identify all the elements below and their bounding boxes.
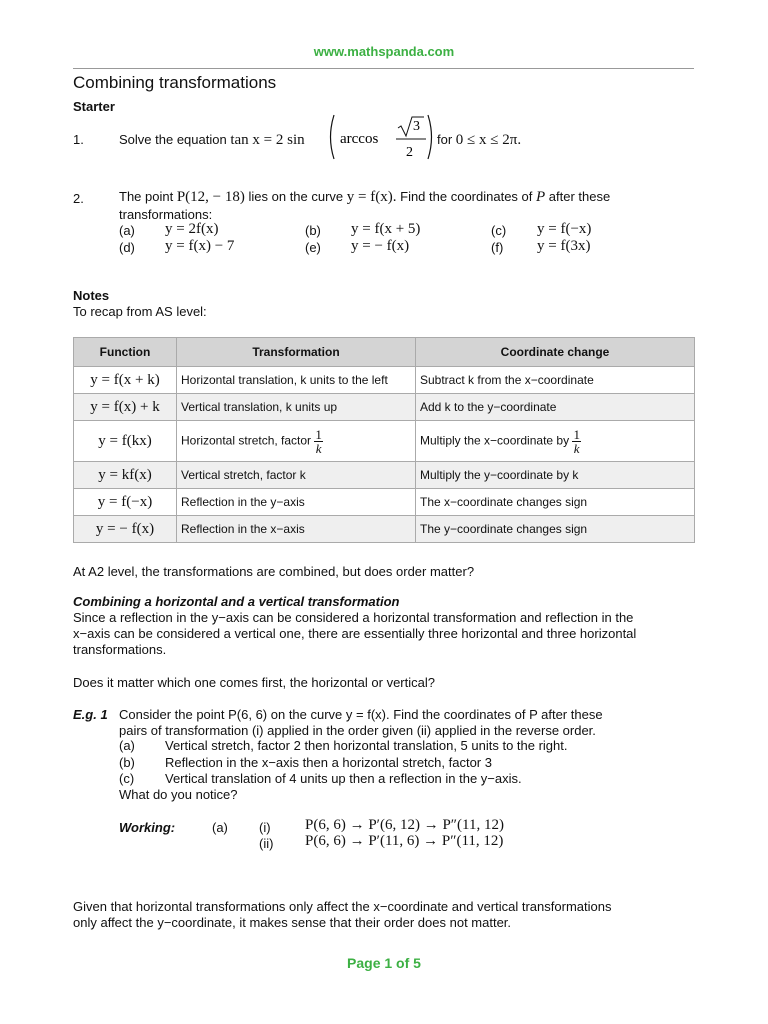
row-function: y = f(x) + k (74, 394, 177, 421)
q2-text-d: after these (548, 189, 611, 204)
header-rule (73, 68, 694, 69)
q2-part-a-label: (a) (119, 223, 135, 238)
combo-line-1: Since a reflection in the y−axis can be considered a horizontal transformation and reflection in the (73, 610, 634, 625)
q2-text-a: The point (119, 189, 174, 204)
table-row (74, 367, 695, 394)
combo-line-3: transformations. (73, 642, 167, 657)
header-transformation: Transformation (177, 338, 416, 367)
q2-part-c-eq: y = f(−x) (537, 221, 592, 237)
example-part-c-label: (c) (119, 771, 135, 786)
q1-text-a: Solve the equation (119, 132, 227, 147)
fraction-denominator: k (573, 440, 580, 456)
table-header-row (74, 338, 695, 367)
a2-question: At A2 level, the transformations are combined, but does order matter? (73, 564, 475, 579)
q2-curve: y = f(x). (346, 189, 397, 205)
row-function: y = kf(x) (74, 462, 177, 489)
sqrt-radicand: 3 (413, 119, 420, 134)
left-paren (331, 115, 335, 159)
row-function: y = − f(x) (74, 516, 177, 543)
q1-range-eq: 0 ≤ x ≤ 2π. (455, 132, 522, 148)
q1-number: 1. (73, 132, 84, 147)
website-header[interactable]: www.mathspanda.com (313, 44, 455, 59)
table-row (74, 421, 695, 462)
q2-text-c: Find the coordinates of (400, 189, 533, 204)
notes-heading: Notes (73, 288, 110, 303)
table-row (74, 462, 695, 489)
row-transformation (177, 421, 416, 462)
header-function: Function (74, 338, 177, 367)
q2-line1 (119, 189, 610, 206)
q2-part-a-eq: y = 2f(x) (165, 221, 219, 237)
q2-p: P (536, 189, 546, 205)
row-coordinate-change: Add k to the y−coordinate (416, 394, 695, 421)
example-line-2: pairs of transformation (i) applied in the order given (ii) applied in the reverse order. (119, 723, 596, 738)
q2-part-f-eq: y = f(3x) (537, 238, 591, 254)
row-transformation: Horizontal translation, k units to the left (177, 367, 416, 394)
table-row (74, 516, 695, 543)
header-coordinate-change: Coordinate change (416, 338, 695, 367)
row-coordinate-change-text: Multiply the x−coordinate by (420, 433, 570, 448)
order-question: Does it matter which one comes first, the horizontal or vertical? (73, 675, 435, 690)
row-coordinate-change: The y−coordinate changes sign (416, 516, 695, 543)
table-row (74, 489, 695, 516)
example-part-a-text: Vertical stretch, factor 2 then horizontal translation, 5 units to the right. (165, 738, 568, 753)
q2-part-e-label: (e) (305, 240, 321, 255)
q1-eq-left: tan x = 2 sin (230, 132, 305, 148)
q2-point: P(12, − 18) (176, 189, 245, 205)
working-part-label: (a) (212, 820, 228, 835)
q2-part-d-eq: y = f(x) − 7 (165, 238, 235, 254)
row-coordinate-change: The x−coordinate changes sign (416, 489, 695, 516)
example-part-b-text: Reflection in the x−axis then a horizontal stretch, factor 3 (165, 755, 492, 770)
working-i-label: (i) (259, 820, 271, 835)
q1-text-b: for (437, 132, 453, 147)
q2-part-d-label: (d) (119, 240, 135, 255)
fraction (572, 428, 581, 455)
fraction-denominator: k (315, 440, 322, 456)
row-transformation: Vertical translation, k units up (177, 394, 416, 421)
notes-recap: To recap from AS level: (73, 304, 207, 319)
q1-arccos-expression (328, 112, 436, 162)
q2-part-b-label: (b) (305, 223, 321, 238)
q2-part-e-eq: y = − f(x) (351, 238, 410, 254)
example-part-a-label: (a) (119, 738, 135, 753)
row-function: y = f(−x) (74, 489, 177, 516)
row-transformation-text: Horizontal stretch, factor (181, 433, 312, 448)
example-part-c-text: Vertical translation of 4 units up then a reflection in the y−axis. (165, 771, 522, 786)
fraction-numerator: 1 (315, 426, 322, 442)
q1-range (437, 132, 521, 149)
example-notice: What do you notice? (119, 787, 238, 802)
fraction-numerator: 1 (573, 426, 580, 442)
page-title: Combining transformations (73, 73, 277, 92)
q2-number: 2. (73, 191, 84, 206)
row-transformation: Reflection in the y−axis (177, 489, 416, 516)
working-label: Working: (119, 820, 176, 835)
row-transformation: Vertical stretch, factor k (177, 462, 416, 489)
row-coordinate-change: Multiply the y−coordinate by k (416, 462, 695, 489)
conclusion-line-2: only affect the y−coordinate, it makes sense that their order does not matter. (73, 915, 512, 930)
q2-part-b-eq: y = f(x + 5) (351, 221, 421, 237)
arccos-text: arccos (340, 131, 379, 147)
row-function: y = f(x + k) (74, 367, 177, 394)
combo-heading: Combining a horizontal and a vertical transformation (73, 594, 400, 609)
example-label: E.g. 1 (73, 707, 108, 722)
row-transformation: Reflection in the x−axis (177, 516, 416, 543)
q2-text-b: lies on the curve (248, 189, 344, 204)
row-function: y = f(kx) (74, 421, 177, 462)
transformations-table (73, 337, 695, 543)
sqrt-sign (398, 117, 424, 136)
working-i-result: P(6, 6) → P′(6, 12) → P″(11, 12) (305, 817, 504, 833)
fraction (314, 428, 323, 455)
q2-part-c-label: (c) (491, 223, 507, 238)
q1-line (119, 132, 305, 149)
page-number: Page 1 of 5 (347, 955, 421, 971)
table-row (74, 394, 695, 421)
row-coordinate-change (416, 421, 695, 462)
starter-heading: Starter (73, 99, 115, 114)
conclusion-line-1: Given that horizontal transformations only affect the x−coordinate and vertical transformations (73, 899, 612, 914)
working-ii-label: (ii) (259, 836, 274, 851)
q2-line2: transformations: (119, 207, 213, 222)
example-line-1: Consider the point P(6, 6) on the curve y = f(x). Find the coordinates of P after these (119, 707, 603, 722)
q2-part-f-label: (f) (491, 240, 504, 255)
fraction-denominator: 2 (406, 145, 413, 160)
combo-line-2: x−axis can be considered a vertical one, there are essentially three horizontal and three horizontal (73, 626, 637, 641)
row-coordinate-change: Subtract k from the x−coordinate (416, 367, 695, 394)
example-part-b-label: (b) (119, 755, 135, 770)
right-paren (428, 115, 432, 159)
working-ii-result: P(6, 6) → P′(11, 6) → P″(11, 12) (305, 833, 504, 849)
